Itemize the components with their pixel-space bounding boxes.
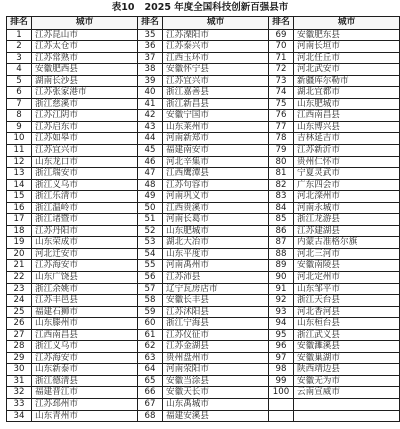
table-body <box>7 29 400 422</box>
rank-cell: 12 <box>7 156 32 168</box>
city-cell: 江苏仪征市 <box>163 329 269 341</box>
table-row <box>7 352 400 364</box>
city-cell: 山东邹平市 <box>294 283 400 295</box>
city-cell: 浙江德清县 <box>32 375 138 387</box>
city-cell: 安徽长丰县 <box>163 295 269 307</box>
rank-cell: 29 <box>7 352 32 364</box>
city-cell: 江西贵溪市 <box>163 202 269 214</box>
city-cell: 河南永城市 <box>294 202 400 214</box>
table-row <box>7 41 400 53</box>
rank-cell: 70 <box>269 41 294 53</box>
table-row <box>7 214 400 226</box>
city-cell: 安徽当涂县 <box>163 375 269 387</box>
city-cell: 浙江瑞安市 <box>32 168 138 180</box>
rank-cell: 16 <box>7 202 32 214</box>
rank-cell: 40 <box>138 87 163 99</box>
city-cell: 山东莱州市 <box>163 121 269 133</box>
table-row <box>7 399 400 411</box>
header-rank-1: 排名 <box>7 17 32 30</box>
rank-cell: 76 <box>269 110 294 122</box>
table-row <box>7 225 400 237</box>
rank-cell: 58 <box>138 295 163 307</box>
rank-cell: 83 <box>269 191 294 203</box>
table-row <box>7 283 400 295</box>
rank-cell: 53 <box>138 237 163 249</box>
rank-cell: 18 <box>7 225 32 237</box>
rank-cell: 79 <box>269 144 294 156</box>
table-row <box>7 387 400 399</box>
rank-cell: 75 <box>269 98 294 110</box>
table-row <box>7 248 400 260</box>
city-cell: 浙江乐清市 <box>32 191 138 203</box>
city-cell: 河南新郑市 <box>163 133 269 145</box>
rank-cell: 92 <box>269 295 294 307</box>
city-cell: 江苏宜兴市 <box>163 75 269 87</box>
city-cell <box>294 410 400 422</box>
rank-cell: 77 <box>269 121 294 133</box>
city-cell: 江苏溧阳市 <box>163 29 269 41</box>
city-cell: 福建晋江市 <box>32 387 138 399</box>
city-cell: 山东广饶县 <box>32 271 138 283</box>
rank-cell: 11 <box>7 144 32 156</box>
city-cell: 辽宁瓦房店市 <box>163 283 269 295</box>
city-cell: 山东禹城市 <box>163 399 269 411</box>
rank-cell: 96 <box>269 341 294 353</box>
city-cell <box>294 399 400 411</box>
city-cell: 江苏常熟市 <box>32 52 138 64</box>
rank-cell: 64 <box>138 364 163 376</box>
city-cell: 浙江宁海县 <box>163 318 269 330</box>
rank-cell: 82 <box>269 179 294 191</box>
table-row <box>7 375 400 387</box>
table-row <box>7 329 400 341</box>
city-cell: 新疆库尔勒市 <box>294 75 400 87</box>
rank-cell: 69 <box>269 29 294 41</box>
city-cell: 江西鹰潭县 <box>163 168 269 180</box>
city-cell: 浙江义乌市 <box>32 179 138 191</box>
city-cell: 江苏丹阳市 <box>32 225 138 237</box>
ranking-table <box>6 16 400 422</box>
table-row <box>7 295 400 307</box>
rank-cell: 94 <box>269 318 294 330</box>
city-cell: 河北迁安市 <box>32 248 138 260</box>
city-cell: 江苏邳州市 <box>32 399 138 411</box>
table-row <box>7 144 400 156</box>
city-cell: 浙江余姚市 <box>32 283 138 295</box>
rank-cell <box>269 410 294 422</box>
city-cell: 江苏海安市 <box>32 352 138 364</box>
rank-cell: 41 <box>138 98 163 110</box>
rank-cell: 84 <box>269 202 294 214</box>
city-cell: 宁夏灵武市 <box>294 168 400 180</box>
city-cell: 江苏昆山市 <box>32 29 138 41</box>
city-cell: 江苏建湖县 <box>294 225 400 237</box>
rank-cell: 5 <box>7 75 32 87</box>
header-row <box>7 17 400 30</box>
city-cell: 山东博兴县 <box>294 121 400 133</box>
rank-cell: 38 <box>138 64 163 76</box>
rank-cell: 25 <box>7 306 32 318</box>
rank-cell: 34 <box>7 410 32 422</box>
rank-cell: 57 <box>138 283 163 295</box>
rank-cell: 10 <box>7 133 32 145</box>
city-cell: 广东四会市 <box>294 179 400 191</box>
rank-cell: 99 <box>269 375 294 387</box>
city-cell: 江苏如皋市 <box>32 133 138 145</box>
city-cell: 内蒙古准格尔旗 <box>294 237 400 249</box>
rank-cell: 60 <box>138 318 163 330</box>
rank-cell: 52 <box>138 225 163 237</box>
table-row <box>7 98 400 110</box>
table-row <box>7 110 400 122</box>
rank-cell: 45 <box>138 144 163 156</box>
rank-cell: 26 <box>7 318 32 330</box>
rank-cell: 49 <box>138 191 163 203</box>
city-cell: 江苏丰邑县 <box>32 295 138 307</box>
rank-cell: 6 <box>7 87 32 99</box>
header-rank-2: 排名 <box>138 17 163 30</box>
rank-cell: 87 <box>269 237 294 249</box>
city-cell: 江苏江阴市 <box>32 110 138 122</box>
rank-cell: 86 <box>269 225 294 237</box>
city-cell: 浙江诸暨市 <box>32 214 138 226</box>
city-cell: 浙江慈溪市 <box>32 98 138 110</box>
table-row <box>7 168 400 180</box>
city-cell: 安徽濉溪县 <box>294 341 400 353</box>
city-cell: 山东滕州市 <box>32 318 138 330</box>
city-cell: 安徽无为市 <box>294 375 400 387</box>
rank-cell: 2 <box>7 41 32 53</box>
rank-cell: 28 <box>7 341 32 353</box>
rank-cell: 39 <box>138 75 163 87</box>
rank-cell: 95 <box>269 329 294 341</box>
rank-cell: 47 <box>138 168 163 180</box>
city-cell: 湖北宜都市 <box>294 87 400 99</box>
rank-cell: 97 <box>269 352 294 364</box>
city-cell: 陕西靖边县 <box>294 364 400 376</box>
rank-cell: 78 <box>269 133 294 145</box>
rank-cell: 20 <box>7 248 32 260</box>
city-cell: 江苏启东市 <box>32 121 138 133</box>
rank-cell: 42 <box>138 110 163 122</box>
rank-cell: 73 <box>269 75 294 87</box>
rank-cell: 80 <box>269 156 294 168</box>
city-cell: 河北武安市 <box>294 64 400 76</box>
city-cell: 山东新泰市 <box>32 364 138 376</box>
rank-cell: 65 <box>138 375 163 387</box>
table-row <box>7 64 400 76</box>
rank-cell: 3 <box>7 52 32 64</box>
rank-cell: 55 <box>138 260 163 272</box>
table-row <box>7 75 400 87</box>
table-row <box>7 121 400 133</box>
city-cell: 江苏宜兴市 <box>32 144 138 156</box>
city-cell: 浙江新昌县 <box>163 98 269 110</box>
city-cell: 湖南长沙县 <box>32 75 138 87</box>
rank-cell: 35 <box>138 29 163 41</box>
city-cell: 江苏金湖县 <box>163 341 269 353</box>
city-cell: 江西玉环市 <box>163 52 269 64</box>
rank-cell: 32 <box>7 387 32 399</box>
table-row <box>7 133 400 145</box>
table-row <box>7 341 400 353</box>
rank-cell: 22 <box>7 271 32 283</box>
rank-cell: 67 <box>138 399 163 411</box>
city-cell: 山东龙口市 <box>32 156 138 168</box>
rank-cell: 19 <box>7 237 32 249</box>
city-cell: 云南宣威市 <box>294 387 400 399</box>
rank-cell: 46 <box>138 156 163 168</box>
city-cell: 江苏句容市 <box>163 179 269 191</box>
rank-cell: 13 <box>7 168 32 180</box>
rank-cell: 98 <box>269 364 294 376</box>
header-city-2: 城市 <box>163 17 269 30</box>
table-row <box>7 87 400 99</box>
rank-cell: 61 <box>138 329 163 341</box>
rank-cell: 4 <box>7 64 32 76</box>
city-cell: 安徽肥东县 <box>294 29 400 41</box>
city-cell: 江苏新沂市 <box>294 144 400 156</box>
city-cell: 河北任丘市 <box>294 52 400 64</box>
city-cell: 浙江温岭市 <box>32 202 138 214</box>
rank-cell: 68 <box>138 410 163 422</box>
city-cell: 浙江嘉善县 <box>163 87 269 99</box>
city-cell: 浙江龙游县 <box>294 214 400 226</box>
table-row <box>7 410 400 422</box>
city-cell: 安徽巢湖市 <box>294 352 400 364</box>
table-row <box>7 271 400 283</box>
rank-cell: 24 <box>7 295 32 307</box>
rank-cell: 72 <box>269 64 294 76</box>
city-cell: 贵州盘州市 <box>163 352 269 364</box>
header-city-1: 城市 <box>32 17 138 30</box>
city-cell: 贵州仁怀市 <box>294 156 400 168</box>
rank-cell: 48 <box>138 179 163 191</box>
table-row <box>7 179 400 191</box>
city-cell: 江苏海安市 <box>32 260 138 272</box>
rank-cell: 88 <box>269 248 294 260</box>
city-cell: 江苏泰兴市 <box>163 41 269 53</box>
city-cell: 江苏张家港市 <box>32 87 138 99</box>
city-cell: 河南荥阳市 <box>163 364 269 376</box>
city-cell: 江西南昌县 <box>294 110 400 122</box>
rank-cell: 85 <box>269 214 294 226</box>
rank-cell: 89 <box>269 260 294 272</box>
city-cell: 河北辛集市 <box>163 156 269 168</box>
city-cell: 山东平度市 <box>163 248 269 260</box>
rank-cell: 50 <box>138 202 163 214</box>
city-cell: 浙江武义县 <box>294 329 400 341</box>
rank-cell: 14 <box>7 179 32 191</box>
rank-cell: 51 <box>138 214 163 226</box>
city-cell: 江苏太仓市 <box>32 41 138 53</box>
rank-cell <box>269 399 294 411</box>
rank-cell: 7 <box>7 98 32 110</box>
city-cell: 河北滦州市 <box>294 191 400 203</box>
city-cell: 安徽怀宁县 <box>163 64 269 76</box>
city-cell: 江苏沭阳县 <box>163 306 269 318</box>
table-row <box>7 318 400 330</box>
table-row <box>7 364 400 376</box>
rank-cell: 31 <box>7 375 32 387</box>
rank-cell: 93 <box>269 306 294 318</box>
header-city-3: 城市 <box>294 17 400 30</box>
table-row <box>7 260 400 272</box>
table-row <box>7 237 400 249</box>
city-cell: 安徽南陵县 <box>294 260 400 272</box>
rank-cell: 44 <box>138 133 163 145</box>
table-row <box>7 202 400 214</box>
table-row <box>7 306 400 318</box>
rank-cell: 15 <box>7 191 32 203</box>
rank-cell: 91 <box>269 283 294 295</box>
rank-cell: 54 <box>138 248 163 260</box>
rank-cell: 59 <box>138 306 163 318</box>
table-row <box>7 156 400 168</box>
caption-title: 2025 年度全国科技创新百强县市 <box>144 2 289 13</box>
rank-cell: 81 <box>269 168 294 180</box>
rank-cell: 1 <box>7 29 32 41</box>
caption-label: 表10 <box>111 2 135 13</box>
city-cell: 安徽天长市 <box>163 387 269 399</box>
table-caption <box>0 1 400 15</box>
city-cell: 山东荣成市 <box>32 237 138 249</box>
rank-cell: 71 <box>269 52 294 64</box>
city-cell: 浙江天台县 <box>294 295 400 307</box>
city-cell: 福建安溪县 <box>163 410 269 422</box>
table-row <box>7 191 400 203</box>
city-cell: 山东肥城市 <box>163 225 269 237</box>
city-cell: 河北定州市 <box>294 271 400 283</box>
rank-cell: 74 <box>269 87 294 99</box>
city-cell: 河南长葛市 <box>163 214 269 226</box>
header-rank-3: 排名 <box>269 17 294 30</box>
table-row <box>7 52 400 64</box>
rank-cell: 21 <box>7 260 32 272</box>
city-cell: 河北三河市 <box>294 248 400 260</box>
rank-cell: 27 <box>7 329 32 341</box>
city-cell: 山东桓台县 <box>294 318 400 330</box>
city-cell: 河南巩义市 <box>163 191 269 203</box>
rank-cell: 62 <box>138 341 163 353</box>
rank-cell: 23 <box>7 283 32 295</box>
rank-cell: 56 <box>138 271 163 283</box>
rank-cell: 43 <box>138 121 163 133</box>
rank-cell: 100 <box>269 387 294 399</box>
table-row <box>7 29 400 41</box>
city-cell: 山东青州市 <box>32 410 138 422</box>
rank-cell: 66 <box>138 387 163 399</box>
city-cell: 安徽宁国市 <box>163 110 269 122</box>
city-cell: 河南禹州市 <box>163 260 269 272</box>
city-cell: 江西南昌县 <box>32 329 138 341</box>
rank-cell: 9 <box>7 121 32 133</box>
rank-cell: 17 <box>7 214 32 226</box>
rank-cell: 90 <box>269 271 294 283</box>
rank-cell: 37 <box>138 52 163 64</box>
rank-cell: 33 <box>7 399 32 411</box>
city-cell: 河北香河县 <box>294 306 400 318</box>
city-cell: 安徽肥西县 <box>32 64 138 76</box>
city-cell: 浙江义乌市 <box>32 341 138 353</box>
city-cell: 吉林延吉市 <box>294 133 400 145</box>
city-cell: 福建南安市 <box>163 144 269 156</box>
city-cell: 河南长垣市 <box>294 41 400 53</box>
rank-cell: 63 <box>138 352 163 364</box>
city-cell: 山东肥城市 <box>294 98 400 110</box>
rank-cell: 36 <box>138 41 163 53</box>
rank-cell: 8 <box>7 110 32 122</box>
rank-cell: 30 <box>7 364 32 376</box>
city-cell: 湖北大冶市 <box>163 237 269 249</box>
city-cell: 福建石狮市 <box>32 306 138 318</box>
city-cell: 江苏沛县 <box>163 271 269 283</box>
